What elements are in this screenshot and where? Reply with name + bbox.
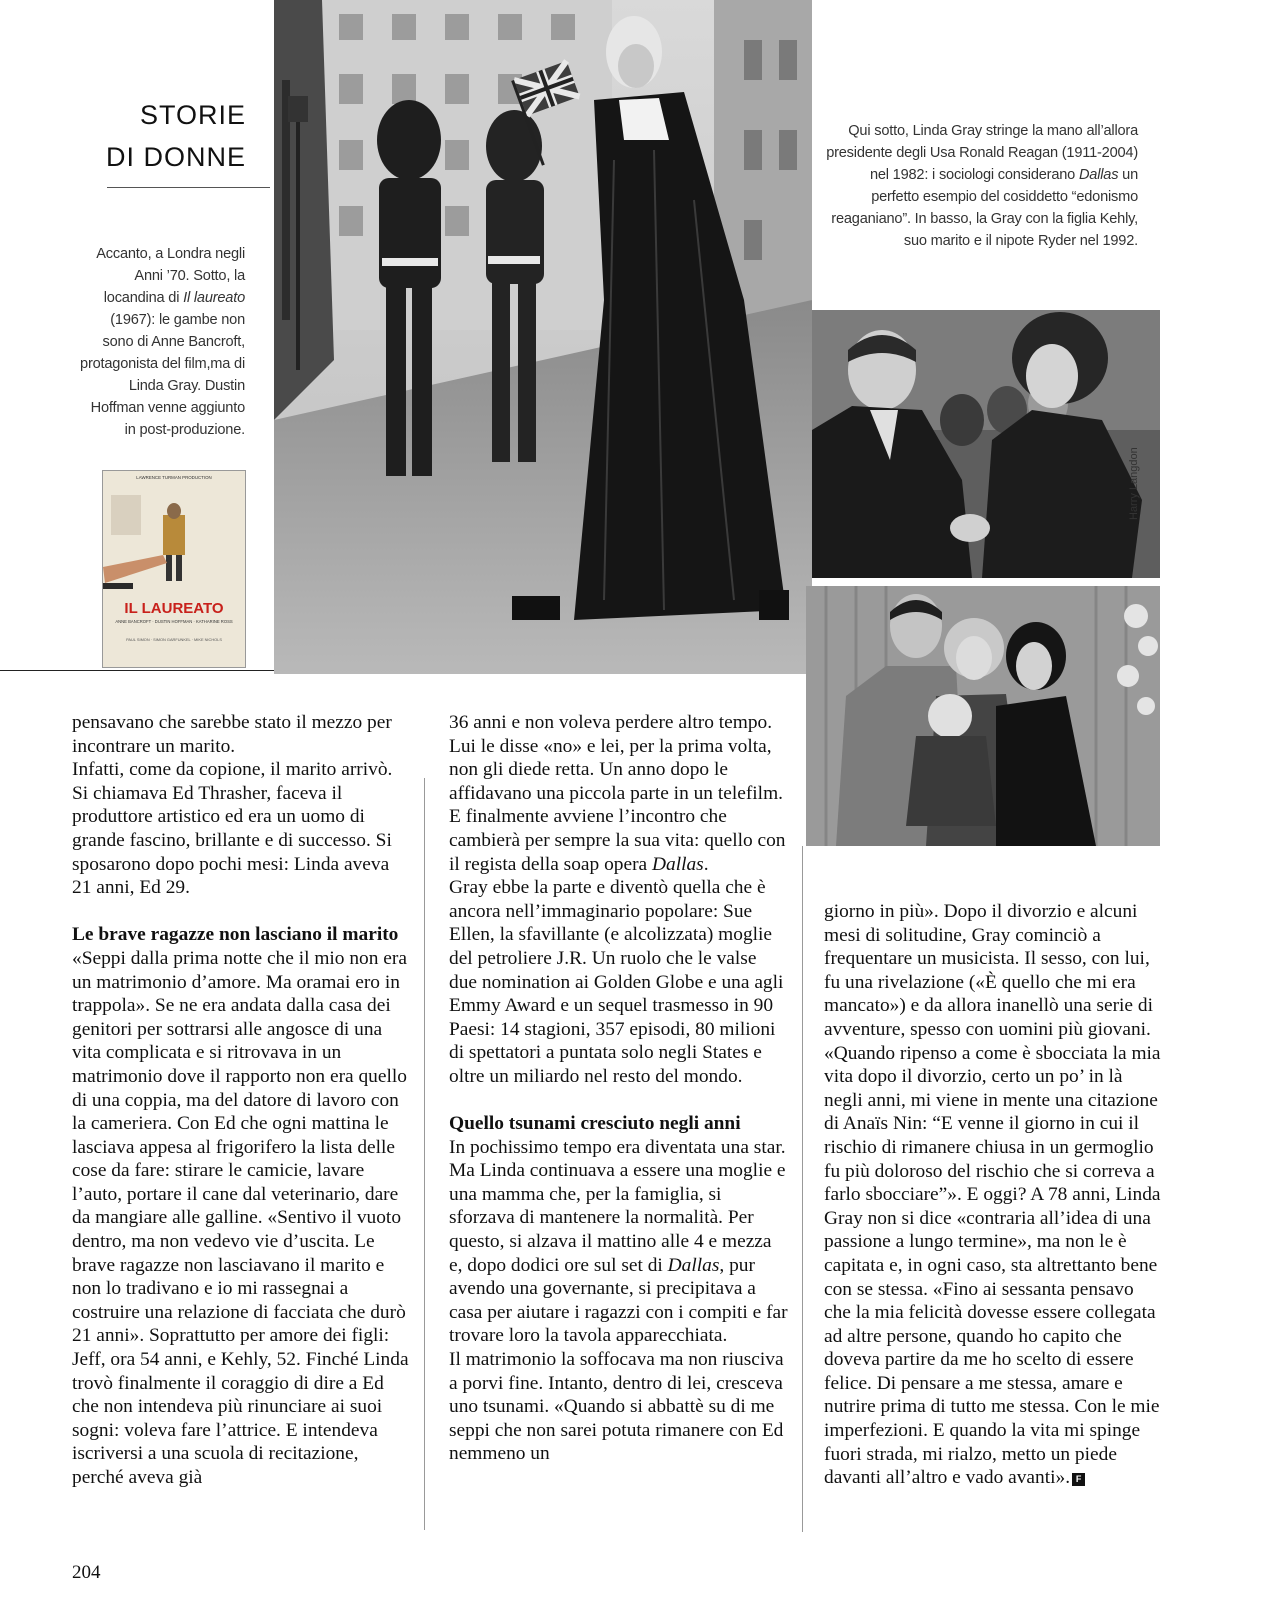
column1-paragraph-2: Infatti, come da copione, il marito arrivò. Si chiamava Ed Thrasher, faceva il produttore artistico ed era un uomo di grande fascino, brillante e di successo. Si sposarono dopo pochi mesi: Linda aveva 21 anni, Ed 29. xyxy=(72,759,393,899)
poster-il-laureato xyxy=(102,470,246,668)
photo-credit: Harry Langdon xyxy=(1128,447,1140,520)
column2-paragraph-2: Gray ebbe la parte e diventò quella che è ancora nell’immaginario popolare: Sue Ellen, la sfavillante (e alcolizzata) moglie del petroliere J.R. Un ruolo che le valse due nomination ai Golden Globe e una agli Emmy Award e un sequel trasmesso in 90 Paesi: 14 stagioni, 357 episodi, 80 milioni di spettatori a puntata solo negli States e oltre un miliardo nel resto del mondo. xyxy=(449,877,784,1087)
caption-left-italic: Il laureato xyxy=(183,290,245,306)
column-divider-2 xyxy=(802,846,803,1532)
column2-p1-italic: Dallas xyxy=(652,853,704,875)
column2-paragraph-1 xyxy=(449,711,789,876)
column1-paragraph-1: pensavano che sarebbe stato il mezzo per incontrare un marito. xyxy=(72,712,392,757)
column2-subhead: Quello tsunami cresciuto negli anni xyxy=(449,1113,741,1135)
column2-paragraph-4: Il matrimonio la soffocava ma non riusciva a porvi fine. Intanto, dentro di lei, cresceva uno tsunami. «Quando si abbattè su di me seppi che non sarei potuta rimanere con Ed nemmeno un xyxy=(449,1349,784,1465)
caption-right-text-2: un perfetto esempio del cosiddetto “edonismo reaganiano”. In basso, la Gray con la figlia Kehly, suo marito e il nipote Ryder nel 1992. xyxy=(831,167,1138,249)
caption-right-text-1: Qui sotto, Linda Gray stringe la mano all’allora presidente degli Usa Ronald Reagan (1911-2004) nel 1982: i sociologi considerano xyxy=(826,123,1138,183)
column-divider-1 xyxy=(424,778,425,1530)
poster-cast: ANNE BANCROFT · DUSTIN HOFFMAN · KATHARINE ROSS xyxy=(115,619,233,624)
section-title-line-1: STORIE xyxy=(139,100,246,130)
column2-p1-end: . xyxy=(703,853,709,875)
section-title xyxy=(100,94,246,178)
article-column-1 xyxy=(72,711,412,1490)
caption-right xyxy=(820,120,1138,252)
caption-left-text-2: (1967): le gambe non sono di Anne Bancroft, protagonista del film,ma di Linda Gray. Dustin Hoffman venne aggiunto in post-produzione. xyxy=(80,312,245,438)
poster-bottom-credits: PAUL SIMON · SIMON GARFUNKEL · MIKE NICHOLS xyxy=(126,637,222,642)
column2-paragraph-3 xyxy=(449,1136,789,1348)
column3-p1-text: giorno in più». Dopo il divorzio e alcuni mesi di solitudine, Gray cominciò a frequentare un musicista. Il sesso, con lui, fu una rivelazione («È quello che mi era mancato») e da allora inanellò una serie di avventure, spesso con uomini più giovani. «Quando ripenso a come è sbocciata la mia vita dopo il divorzio, certo un po’ in là negli anni, mi viene in mente una citazione di Anaïs Nin: “E venne il giorno in cui il rischio di rimanere chiusa in un germoglio fu più doloroso del rischio che si correva a farlo sbocciare”». E oggi? A 78 anni, Linda Gray non si dice «contraria all’idea di una passione a lungo termine», ma non le è capitata e, in ogni caso, sta altrettanto bene con se stessa. «Fino ai sessanta pensavo che la mia felicità dovesse essere collegata ad altre persone, quando ho capito che doveva partire da me ho scelto di essere felice. Di pensare a me stessa, amare e nutrire prima di tutto me stessa. Con le mie imperfezioni. E quando la vita mi spinge fuori strada, mi rialzo, metto un piede davanti all’altro e vado avanti». xyxy=(824,901,1161,1489)
photo-reagan-handshake xyxy=(812,310,1160,578)
photo-family xyxy=(806,586,1160,846)
page-number: 204 xyxy=(72,1562,101,1583)
column3-paragraph-1 xyxy=(824,900,1164,1490)
column2-p3-italic: Dallas xyxy=(667,1254,720,1276)
column2-p1-text: 36 anni e non voleva perdere altro tempo. Lui le disse «no» e lei, per la prima volta, non gli diede retta. Un anno dopo le affidavano una piccola parte in un telefilm. E finalmente avviene l’incontro che cambierà per sempre la sua vita: quello con il regista della soap opera xyxy=(449,712,786,875)
column2-p3-text: In pochissimo tempo era diventata una star. Ma Linda continuava a essere una moglie e una mamma che, per la famiglia, si sforzava di mantenere la normalità. Per questo, si alzava il mattino alle 4 e mezza e, dopo dodici ore sul set di xyxy=(449,1136,786,1276)
poster-title: IL LAUREATO xyxy=(124,600,224,617)
column2-p3-end: , pur avendo una governante, si precipitava a casa per aiutare i ragazzi con i compiti e far trovare loro la tavola apparecchiata. xyxy=(449,1254,788,1347)
section-title-line-2: DI DONNE xyxy=(105,142,246,172)
end-mark-icon: F xyxy=(1072,1473,1085,1486)
article-column-3 xyxy=(824,900,1164,1490)
column1-paragraph-3: «Seppi dalla prima notte che il mio non era un matrimonio d’amore. Ma oramai ero in trappola». Se ne era andata dalla casa dei genitori per sottrarsi alle angosce di una vita complicata e si ritrovava in un matrimonio dove il rapporto non era quello di una coppia, ma del datore di lavoro con la cameriera. Con Ed che ogni mattina le lasciava appesa al frigorifero la lista delle cose da fare: stirare le camicie, lavare l’auto, portare il cane dal veterinario, dare da mangiare alle galline. «Sentivo il vuoto dentro, ma non vedevo vie d’uscita. Le brave ragazze non lasciavano il marito e non lo tradivano e io mi rassegnai a costruire una relazione di facciata che durò 21 anni». Soprattutto per amore dei figli: Jeff, ora 54 anni, e Kehly, 52. Finché Linda trovò finalmente il coraggio di dire a Ed che non intendeva più rinunciare ai suoi sogni: voleva fare l’attrice. E intendeva iscriversi a una scuola di recitazione, perché aveva già xyxy=(72,947,409,1488)
photo-frame-rule xyxy=(0,670,274,671)
photo-london-street xyxy=(274,0,812,674)
title-divider xyxy=(107,187,270,188)
caption-left xyxy=(78,243,245,441)
column1-subhead: Le brave ragazze non lasciano il marito xyxy=(72,924,399,946)
caption-left-text-1: Accanto, a Londra negli Anni ’70. Sotto, la locandina di xyxy=(96,246,245,306)
caption-right-italic: Dallas xyxy=(1078,167,1119,183)
article-column-2 xyxy=(449,711,789,1466)
poster-top-credits: LAWRENCE TURMAN PRODUCTION xyxy=(136,475,212,480)
